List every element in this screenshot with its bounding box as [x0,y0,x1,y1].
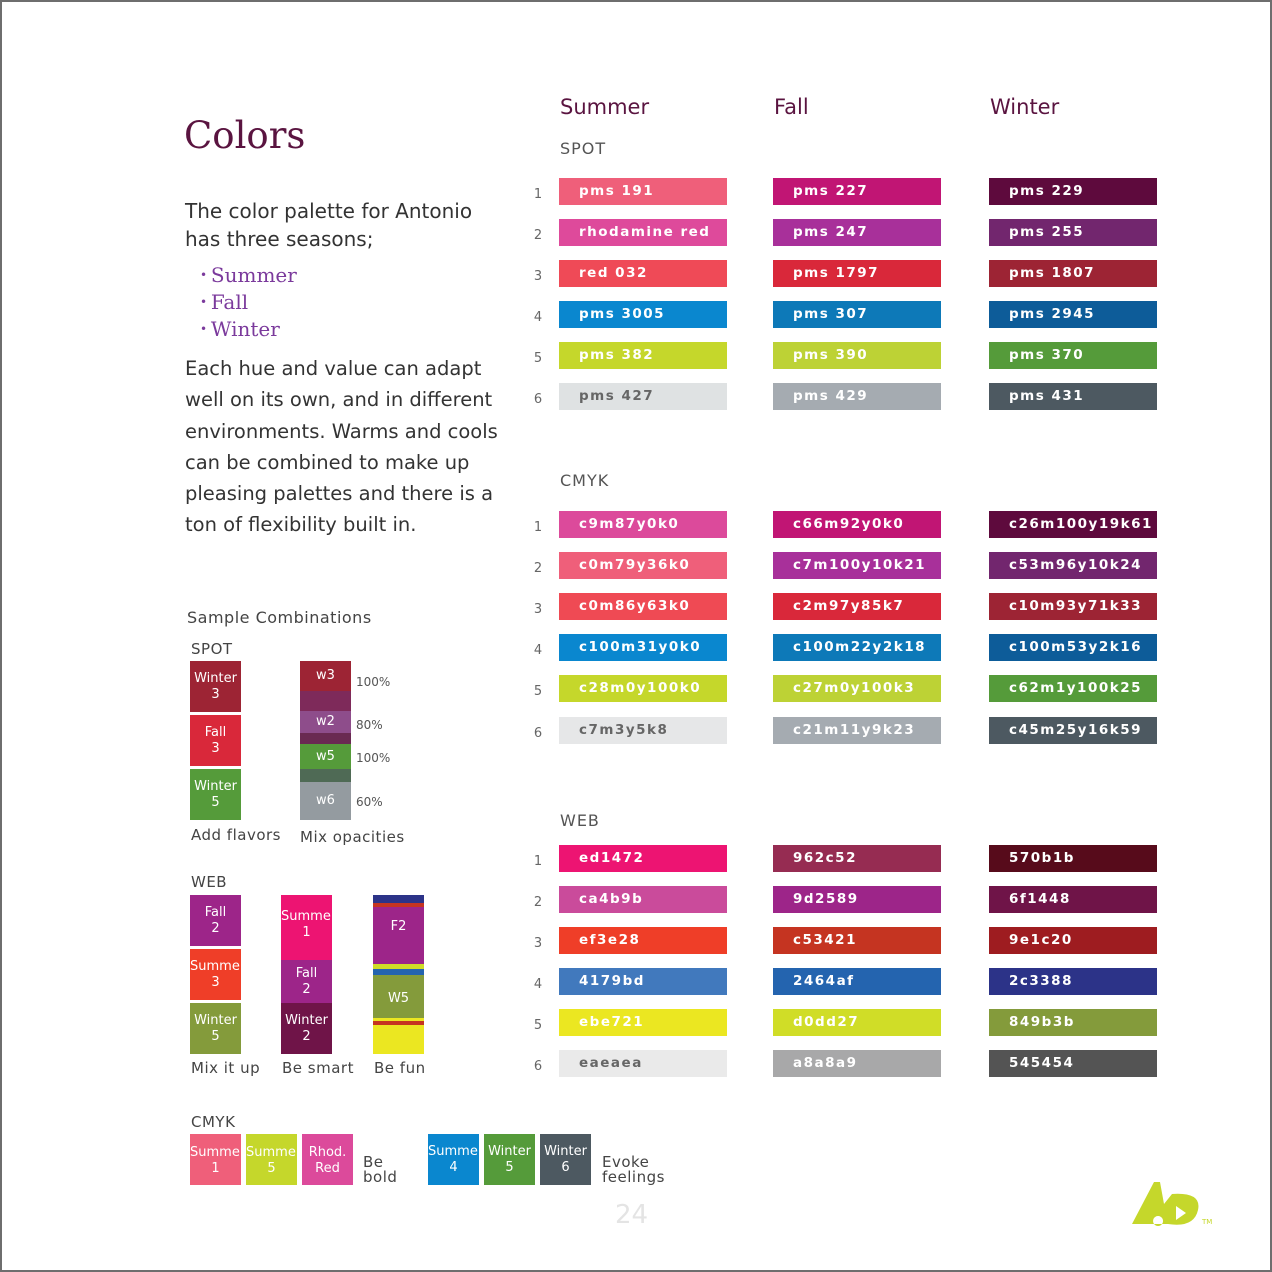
color-swatch: 2464af [773,968,941,995]
sample-block: Summer 3 [190,949,241,1000]
color-swatch: 849b3b [989,1009,1157,1036]
intro-text: The color palette for Antonio has three seasons; [185,199,473,251]
color-swatch: 2c3388 [989,968,1157,995]
page-title: Colors [184,114,306,157]
seasons-list [200,262,297,343]
caption-mix-it-up: Mix it up [191,1059,261,1077]
sample-block: Winter 5 [190,769,241,820]
opacity-block: w2 [300,711,351,733]
color-swatch: c100m53y2k16 [989,634,1157,661]
color-swatch: ed1472 [559,845,727,872]
row-number: 4 [533,977,543,992]
caption-evoke-feelings: Evoke feelings [602,1153,665,1186]
caption-be-fun: Be fun [374,1059,426,1077]
color-swatch: 962c52 [773,845,941,872]
color-swatch: c100m31y0k0 [559,634,727,661]
color-swatch: c2m97y85k7 [773,593,941,620]
color-swatch: ef3e28 [559,927,727,954]
stripe [373,895,424,903]
samples-spot-heading: SPOT [191,640,233,658]
color-swatch: ebe721 [559,1009,727,1036]
color-swatch: c10m93y71k33 [989,593,1157,620]
opacity-block: w6 [300,782,351,820]
row-number: 5 [533,684,543,699]
color-swatch: pms 1797 [773,260,941,287]
sample-block: Winter 6 [540,1134,591,1185]
color-swatch: pms 247 [773,219,941,246]
color-swatch: eaeaea [559,1050,727,1077]
color-swatch: 6f1448 [989,886,1157,913]
fun-block: F2 [373,907,424,959]
opacity-percent: 100% [356,675,391,689]
color-swatch: c66m92y0k0 [773,511,941,538]
row-number: 1 [533,854,543,869]
color-swatch: 9d2589 [773,886,941,913]
color-swatch: c7m100y10k21 [773,552,941,579]
description-text: Each hue and value can adapt well on its own, and in different environments. Warms and cools can be combined to make up pleasing palettes and there is a ton of flexibility built in. [185,357,498,537]
color-swatch: c45m25y16k59 [989,717,1157,744]
color-swatch: pms 429 [773,383,941,410]
color-swatch: pms 255 [989,219,1157,246]
samples-cmyk-heading: CMYK [191,1113,236,1131]
color-swatch: c26m100y19k61 [989,511,1157,538]
color-swatch: ca4b9b [559,886,727,913]
brand-logo-icon [1128,1176,1218,1228]
samples-web-heading: WEB [191,873,228,891]
sample-block: Fall 2 [190,895,241,946]
row-number: 4 [533,643,543,658]
row-number: 4 [533,310,543,325]
row-number: 5 [533,1018,543,1033]
color-swatch: pms 390 [773,342,941,369]
color-swatch: c27m0y100k3 [773,675,941,702]
color-swatch: pms 370 [989,342,1157,369]
color-swatch: d0dd27 [773,1009,941,1036]
sample-block: Winter 3 [190,661,241,712]
sample-block: Winter 5 [484,1134,535,1185]
color-swatch: c0m79y36k0 [559,552,727,579]
color-swatch: pms 2945 [989,301,1157,328]
sample-block: Fall 2 [281,960,332,1003]
sample-block: Summer 1 [281,895,332,960]
seasons-list-item: • Fall [200,289,297,316]
sample-block: Rhod. Red [302,1134,353,1185]
row-number: 6 [533,392,543,407]
color-swatch: a8a8a9 [773,1050,941,1077]
page-number: 24 [615,1200,649,1230]
row-number: 3 [533,602,543,617]
opacity-overlap [300,691,351,711]
sample-block: Summer 1 [190,1134,241,1185]
row-number: 6 [533,726,543,741]
color-swatch: c100m22y2k18 [773,634,941,661]
color-swatch: 570b1b [989,845,1157,872]
season-heading-fall: Fall [774,95,809,119]
color-swatch: pms 427 [559,383,727,410]
fun-block: W5 [373,980,424,1018]
row-number: 1 [533,520,543,535]
color-swatch: c62m1y100k25 [989,675,1157,702]
samples-heading: Sample Combinations [187,608,372,627]
stripe [373,1025,424,1054]
sample-block: Summer 4 [428,1134,479,1185]
row-number: 1 [533,187,543,202]
color-swatch: pms 3005 [559,301,727,328]
opacity-percent: 80% [356,718,383,732]
opacity-overlap [300,769,351,782]
color-swatch: pms 191 [559,178,727,205]
palette-section-heading: WEB [560,811,600,830]
row-number: 2 [533,895,543,910]
row-number: 6 [533,1059,543,1074]
color-swatch: rhodamine red [559,219,727,246]
trademark-mark: TM [1202,1218,1213,1226]
color-swatch: c9m87y0k0 [559,511,727,538]
opacity-percent: 100% [356,751,391,765]
sample-block: Summer 5 [246,1134,297,1185]
row-number: 5 [533,351,543,366]
color-swatch: pms 1807 [989,260,1157,287]
color-swatch: c53421 [773,927,941,954]
caption-mix-opacities: Mix opacities [300,828,405,846]
row-number: 2 [533,228,543,243]
season-heading-summer: Summer [560,95,650,119]
opacity-block: w5 [300,744,351,769]
row-number: 2 [533,561,543,576]
seasons-list-item: • Winter [200,316,297,343]
color-swatch: c7m3y5k8 [559,717,727,744]
color-swatch: c28m0y100k0 [559,675,727,702]
color-swatch: pms 431 [989,383,1157,410]
color-swatch: c21m11y9k23 [773,717,941,744]
caption-be-smart: Be smart [282,1059,354,1077]
color-swatch: pms 307 [773,301,941,328]
sample-block: Winter 5 [190,1003,241,1054]
sample-block: Fall 3 [190,715,241,766]
color-swatch: 9e1c20 [989,927,1157,954]
opacity-block: w3 [300,661,351,691]
color-swatch: pms 229 [989,178,1157,205]
color-swatch: 4179bd [559,968,727,995]
sample-block: Winter 2 [281,1003,332,1054]
season-heading-winter: Winter [990,95,1060,119]
color-swatch: c0m86y63k0 [559,593,727,620]
color-swatch: 545454 [989,1050,1157,1077]
opacity-overlap [300,733,351,744]
seasons-list-item: • Summer [200,262,297,289]
row-number: 3 [533,269,543,284]
caption-be-bold: Be bold [363,1153,398,1186]
color-swatch: c53m96y10k24 [989,552,1157,579]
caption-add-flavors: Add flavors [191,826,281,844]
palette-section-heading: CMYK [560,471,610,490]
opacity-percent: 60% [356,795,383,809]
palette-section-heading: SPOT [560,139,607,158]
row-number: 3 [533,936,543,951]
color-swatch: pms 227 [773,178,941,205]
color-swatch: red 032 [559,260,727,287]
color-swatch: pms 382 [559,342,727,369]
